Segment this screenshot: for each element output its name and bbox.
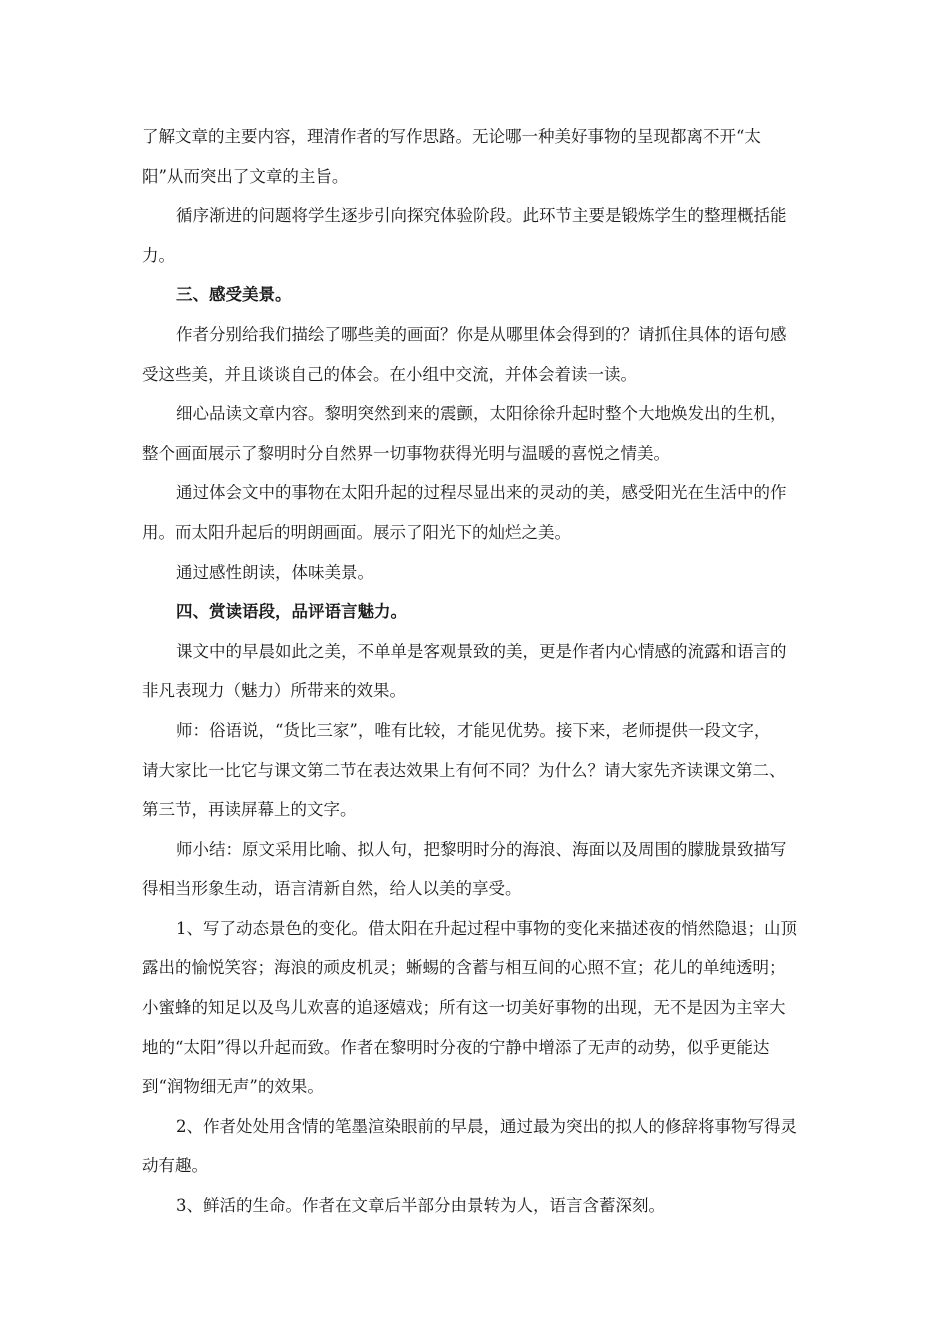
text-line: 阳”从而突出了文章的主旨。 [142, 166, 349, 186]
section-heading: 三、感受美景。 [176, 285, 292, 305]
text-line: 第三节，再读屏幕上的文字。 [142, 800, 357, 820]
text-line: 请大家比一比它与课文第二节在表达效果上有何不同？为什么？请大家先齐读课文第二、 [142, 760, 786, 780]
text-line: 受这些美，并且谈谈自己的体会。在小组中交流，并体会着读一读。 [142, 364, 637, 384]
text-line: 师：俗语说，“货比三家”，唯有比较，才能见优势。接下来，老师提供一段文字， [176, 720, 771, 740]
text-line: 了解文章的主要内容，理清作者的写作思路。无论哪一种美好事物的呈现都离不开“太 [142, 127, 761, 146]
text-line: 露出的愉悦笑容；海浪的顽皮机灵；蜥蜴的含蓄与相互间的心照不宣；花儿的单纯透明； [142, 958, 786, 978]
text-line: 通过感性朗读，体味美景。 [176, 562, 374, 582]
text-line: 通过体会文中的事物在太阳升起的过程尽显出来的灵动的美，感受阳光在生活中的作 [176, 483, 787, 503]
text-line: 用。而太阳升起后的明朗画面。展示了阳光下的灿烂之美。 [142, 522, 571, 542]
text-line: 循序渐进的问题将学生逐步引向探究体验阶段。此环节主要是锻炼学生的整理概括能 [176, 206, 787, 226]
section-heading: 四、赏读语段，品评语言魅力。 [176, 602, 407, 622]
document-body [142, 122, 810, 1231]
text-line: 作者分别给我们描绘了哪些美的画面？你是从哪里体会得到的？请抓住具体的语句感 [176, 324, 787, 344]
text-line: 整个画面展示了黎明时分自然界一切事物获得光明与温暖的喜悦之情美。 [142, 443, 670, 463]
text-line: 3、鲜活的生命。作者在文章后半部分由景转为人，语言含蓄深刻。 [176, 1196, 665, 1216]
text-line: 地的“太阳”得以升起而致。作者在黎明时分夜的宁静中增添了无声的动势，似乎更能达 [142, 1037, 770, 1057]
text-line: 得相当形象生动，语言清新自然，给人以美的享受。 [142, 879, 522, 899]
text-line: 细心品读文章内容。黎明突然到来的震颤，太阳徐徐升起时整个大地焕发出的生机， [176, 404, 787, 424]
text-line: 到“润物细无声”的效果。 [142, 1077, 324, 1097]
text-line: 师小结：原文采用比喻、拟人句，把黎明时分的海浪、海面以及周围的朦胧景致描写 [176, 839, 787, 859]
text-line: 小蜜蜂的知足以及鸟儿欢喜的追逐嬉戏；所有这一切美好事物的出现，无不是因为主宰大 [142, 998, 786, 1018]
text-line: 力。 [142, 245, 175, 265]
text-line: 课文中的早晨如此之美，不单单是客观景致的美，更是作者内心情感的流露和语言的 [176, 641, 787, 661]
text-line: 动有趣。 [142, 1156, 208, 1176]
text-line: 非凡表现力（魅力）所带来的效果。 [142, 681, 406, 701]
text-line: 2、作者处处用含情的笔墨渲染眼前的早晨，通过最为突出的拟人的修辞将事物写得灵 [176, 1116, 797, 1136]
text-line: 1、写了动态景色的变化。借太阳在升起过程中事物的变化来描述夜的悄然隐退；山顶 [176, 918, 797, 938]
